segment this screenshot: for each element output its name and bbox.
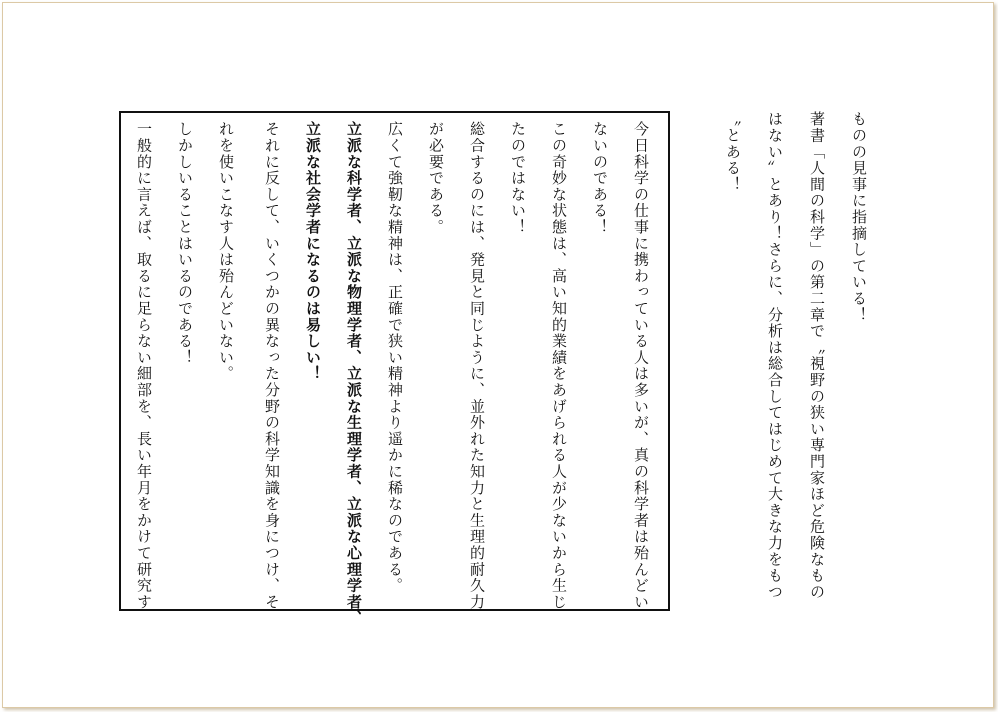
box-column-4: たのではない！ [509, 121, 527, 236]
page [2, 2, 994, 708]
box-column-11: れを使いこなす人は殆んどいない。 [217, 121, 235, 382]
outside-column-3: はない〟とあり！さらに、分析は総合してはじめて大きな力をもつ [766, 111, 784, 600]
box-column-5: 総合するのには、発見と同じように、並外れた知力と生理的耐久力 [468, 121, 486, 610]
outside-column-4: 〝とある！ [724, 111, 742, 193]
box-column-7: 広くて強靭な精神は、正確で狭い精神より遥かに稀なのである。 [386, 121, 404, 594]
box-column-6: が必要である。 [427, 121, 445, 236]
outside-column-1: ものの見事に指摘している！ [850, 111, 868, 323]
box-column-8: 立派な科学者、立派な物理学者、立派な生理学者、立派な心理学者、 [345, 121, 363, 627]
outside-column-2: 著書「人間の科学」の第二章で〝視野の狭い専門家ほど危険なもの [808, 111, 826, 600]
box-column-12: しかしいることはいるのである！ [176, 121, 194, 366]
box-column-10: それに反して、いくつかの異なった分野の科学知識を身につけ、そ [263, 121, 281, 610]
box-column-1: 今日科学の仕事に携わっている人は多いが、真の科学者は殆んどい [632, 121, 650, 610]
box-column-13: 一般的に言えば、取るに足らない細部を、長い年月をかけて研究す [135, 121, 153, 610]
box-column-3: この奇妙な状態は、高い知的業績をあげられる人が少ないから生じ [550, 121, 568, 610]
box-column-2: ないのである！ [591, 121, 609, 236]
box-column-9: 立派な社会学者になるのは易しい！ [304, 121, 322, 382]
